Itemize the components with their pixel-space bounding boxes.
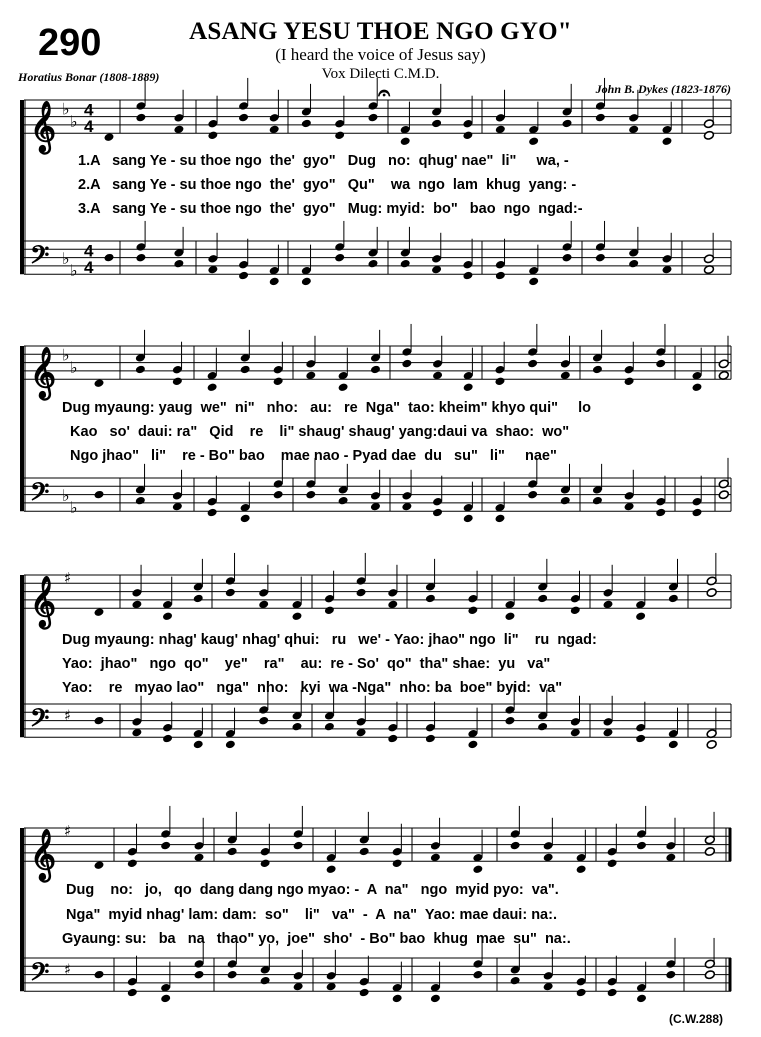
treble-notehead xyxy=(324,605,335,615)
treble-notehead xyxy=(636,841,647,851)
bass-notehead xyxy=(494,514,505,524)
bass-notehead xyxy=(338,496,349,506)
lyric-line: Kao so' daui: ra" Qid re li" shaug' shaug' yang:daui va shao: wo" xyxy=(62,424,570,440)
bass-notehead xyxy=(560,496,571,506)
treble-notehead xyxy=(561,119,572,129)
flat-icon: ♭ xyxy=(62,248,70,268)
treble-notehead xyxy=(160,841,171,851)
treble-notehead xyxy=(635,611,646,621)
bass-notehead xyxy=(359,988,370,998)
bass-notehead xyxy=(135,496,146,506)
treble-notehead xyxy=(655,359,666,369)
treble-notehead xyxy=(463,382,474,392)
treble-notehead xyxy=(576,864,587,874)
bass-notehead xyxy=(193,740,204,750)
lyric-line: Ngo jhao" li" re - Bo" bao mae nao - Pyad dae du su" li" nae" xyxy=(62,448,557,464)
hymn-subtitle: (I heard the voice of Jesus say) xyxy=(275,45,486,64)
flat-icon: ♭ xyxy=(70,357,78,377)
treble-notehead xyxy=(207,130,218,140)
bass-notehead xyxy=(706,740,717,750)
bass-notehead xyxy=(305,490,316,500)
bass-notehead xyxy=(432,508,443,518)
bass-notehead xyxy=(595,253,606,263)
bass-notehead xyxy=(207,508,218,518)
bass-notehead xyxy=(655,508,666,518)
treble-notehead xyxy=(494,376,505,386)
sharp-icon: ♯ xyxy=(64,960,72,979)
treble-notehead xyxy=(704,847,715,857)
bass-notehead xyxy=(93,970,104,980)
bass-notehead xyxy=(324,722,335,732)
time-signature: 4 xyxy=(84,241,94,261)
bass-notehead xyxy=(607,988,618,998)
bass-notehead xyxy=(495,271,506,281)
bass-clef-icon: 𝄢 xyxy=(30,240,50,276)
sharp-icon: ♯ xyxy=(64,569,72,588)
author-credit: Horatius Bonar (1808-1889) xyxy=(18,70,160,84)
bass-notehead xyxy=(291,722,302,732)
bass-notehead xyxy=(576,988,587,998)
composer-credit: John B. Dykes (1823-1876) xyxy=(595,82,731,96)
bass-notehead xyxy=(260,976,271,986)
bass-notehead xyxy=(240,514,251,524)
flat-icon: ♭ xyxy=(62,345,70,365)
treble-notehead xyxy=(595,113,606,123)
bass-clef-icon: 𝄢 xyxy=(30,703,50,739)
bass-notehead xyxy=(691,508,702,518)
treble-notehead xyxy=(504,611,515,621)
bass-notehead xyxy=(430,994,441,1004)
treble-notehead xyxy=(172,376,183,386)
lyric-line: 1.A sang Ye - su thoe ngo the' gyo" Dug no: qhug' nae" li" wa, - xyxy=(78,153,569,169)
bass-notehead xyxy=(160,994,171,1004)
flat-icon: ♭ xyxy=(62,99,70,119)
lyric-line: Dug myaung: yaug we" ni" nho: au: re Nga" tao: kheim" khyo qui" lo xyxy=(62,400,592,416)
treble-notehead xyxy=(510,841,521,851)
bass-notehead xyxy=(162,734,173,744)
bass-notehead xyxy=(173,259,184,269)
lyric-line: 3.A sang Ye - su thoe ngo the' gyo" Mug: myid: bo" bao ngo ngad:- xyxy=(78,201,583,217)
treble-clef-icon: 𝄞 xyxy=(30,829,57,881)
treble-notehead xyxy=(668,594,679,604)
treble-notehead xyxy=(472,864,483,874)
bass-notehead xyxy=(127,988,138,998)
bass-notehead xyxy=(467,740,478,750)
bass-notehead xyxy=(193,970,204,980)
bass-notehead xyxy=(537,722,548,732)
treble-notehead xyxy=(356,588,367,598)
treble-notehead xyxy=(93,860,104,870)
treble-notehead xyxy=(462,130,473,140)
time-signature: 4 xyxy=(84,117,94,137)
bass-notehead xyxy=(635,734,646,744)
treble-notehead xyxy=(703,130,714,140)
treble-notehead xyxy=(527,359,538,369)
treble-notehead xyxy=(392,858,403,868)
treble-notehead xyxy=(225,588,236,598)
bass-notehead xyxy=(510,976,521,986)
treble-notehead xyxy=(537,594,548,604)
bass-notehead xyxy=(387,734,398,744)
bass-notehead xyxy=(425,734,436,744)
bass-notehead xyxy=(273,490,284,500)
lyric-line: Yao: re myao lao" nga" nho: kyi wa -Nga" nho: ba boe" byid: va" xyxy=(62,680,563,696)
treble-notehead xyxy=(334,130,345,140)
treble-clef-icon: 𝄞 xyxy=(30,101,57,153)
flat-icon: ♭ xyxy=(70,498,78,518)
treble-notehead xyxy=(227,847,238,857)
treble-notehead xyxy=(370,365,381,375)
bass-notehead xyxy=(400,259,411,269)
treble-notehead xyxy=(293,841,304,851)
treble-notehead xyxy=(431,119,442,129)
bass-notehead xyxy=(704,959,715,969)
sharp-icon: ♯ xyxy=(64,706,72,725)
treble-notehead xyxy=(706,588,717,598)
treble-notehead xyxy=(691,382,702,392)
bass-notehead xyxy=(527,490,538,500)
treble-notehead xyxy=(162,611,173,621)
bass-notehead xyxy=(592,496,603,506)
bass-notehead xyxy=(718,490,729,500)
treble-notehead xyxy=(401,359,412,369)
bass-notehead xyxy=(472,970,483,980)
time-signature: 4 xyxy=(84,258,94,278)
treble-notehead xyxy=(301,119,312,129)
time-signature: 4 xyxy=(84,100,94,120)
lyric-line: Dug myaung: nhag' kaug' nhag' qhui: ru we' - Yao: jhao" ngo li" ru ngad: xyxy=(62,632,597,648)
bass-notehead xyxy=(704,970,715,980)
lyric-line: 2.A sang Ye - su thoe ngo the' gyo" Qu" wa ngo lam khug yang: - xyxy=(78,177,577,193)
bass-notehead xyxy=(504,716,515,726)
treble-notehead xyxy=(193,594,204,604)
fermata-icon: 𝄐 xyxy=(378,81,391,106)
bass-notehead xyxy=(301,277,312,287)
treble-notehead xyxy=(291,611,302,621)
bass-notehead xyxy=(334,253,345,263)
bass-notehead xyxy=(462,271,473,281)
bass-notehead xyxy=(392,994,403,1004)
bass-notehead xyxy=(227,970,238,980)
bass-notehead xyxy=(561,253,572,263)
lyric-line: Yao: jhao" ngo qo" ye" ra" au: re - So' qo" tha" shae: yu va" xyxy=(62,656,551,672)
treble-notehead xyxy=(718,359,729,369)
lyric-line: Dug no: jo, qo dang dang ngo myao: - A na" ngo myid pyo: va". xyxy=(58,882,559,898)
treble-clef-icon: 𝄞 xyxy=(30,576,57,628)
treble-notehead xyxy=(238,113,249,123)
bass-notehead xyxy=(703,254,714,264)
treble-notehead xyxy=(135,113,146,123)
hymn-title: ASANG YESU THOE NGO GYO" xyxy=(189,18,572,45)
bass-notehead xyxy=(225,740,236,750)
treble-notehead xyxy=(326,864,337,874)
flat-icon: ♭ xyxy=(70,111,78,131)
bass-notehead xyxy=(636,994,647,1004)
treble-notehead xyxy=(400,136,411,146)
treble-notehead xyxy=(592,365,603,375)
treble-notehead xyxy=(703,119,714,129)
treble-notehead xyxy=(273,376,284,386)
treble-notehead xyxy=(661,136,672,146)
treble-notehead xyxy=(624,376,635,386)
bass-notehead xyxy=(668,740,679,750)
bass-clef-icon: 𝄢 xyxy=(30,957,50,993)
treble-notehead xyxy=(127,858,138,868)
tune-name: Vox Dilecti C.M.D. xyxy=(321,66,440,82)
catalog-reference: (C.W.288) xyxy=(668,1012,723,1026)
treble-notehead xyxy=(570,605,581,615)
treble-notehead xyxy=(467,605,478,615)
bass-notehead xyxy=(103,253,114,263)
bass-notehead xyxy=(628,259,639,269)
treble-notehead xyxy=(528,136,539,146)
bass-notehead xyxy=(93,490,104,500)
treble-notehead xyxy=(93,378,104,388)
treble-notehead xyxy=(103,132,114,142)
treble-notehead xyxy=(260,858,271,868)
treble-notehead xyxy=(359,847,370,857)
bass-notehead xyxy=(367,259,378,269)
bass-notehead xyxy=(93,716,104,726)
bass-notehead xyxy=(269,277,280,287)
flat-icon: ♭ xyxy=(62,485,70,505)
treble-notehead xyxy=(706,576,717,586)
bass-notehead xyxy=(665,970,676,980)
hymn-number: 290 xyxy=(38,22,102,64)
lyric-line: Gyaung: su: ba na thao" yo, joe" sho' - Bo" bao khug mae su" na:. xyxy=(58,931,571,947)
flat-icon: ♭ xyxy=(70,261,78,281)
treble-notehead xyxy=(135,365,146,375)
treble-notehead xyxy=(607,858,618,868)
treble-notehead xyxy=(240,365,251,375)
treble-notehead xyxy=(425,594,436,604)
bass-notehead xyxy=(718,479,729,489)
lyric-line: Nga" myid nhag' lam: dam: so" li" va" - A na" Yao: mae daui: na:. xyxy=(58,907,557,923)
sharp-icon: ♯ xyxy=(64,822,72,841)
bass-notehead xyxy=(463,514,474,524)
treble-clef-icon: 𝄞 xyxy=(30,347,57,399)
treble-notehead xyxy=(207,382,218,392)
bass-notehead xyxy=(238,271,249,281)
treble-notehead xyxy=(367,113,378,123)
bass-notehead xyxy=(258,716,269,726)
bass-notehead xyxy=(528,277,539,287)
treble-notehead xyxy=(338,382,349,392)
bass-notehead xyxy=(135,253,146,263)
treble-notehead xyxy=(93,607,104,617)
bass-clef-icon: 𝄢 xyxy=(30,477,50,513)
